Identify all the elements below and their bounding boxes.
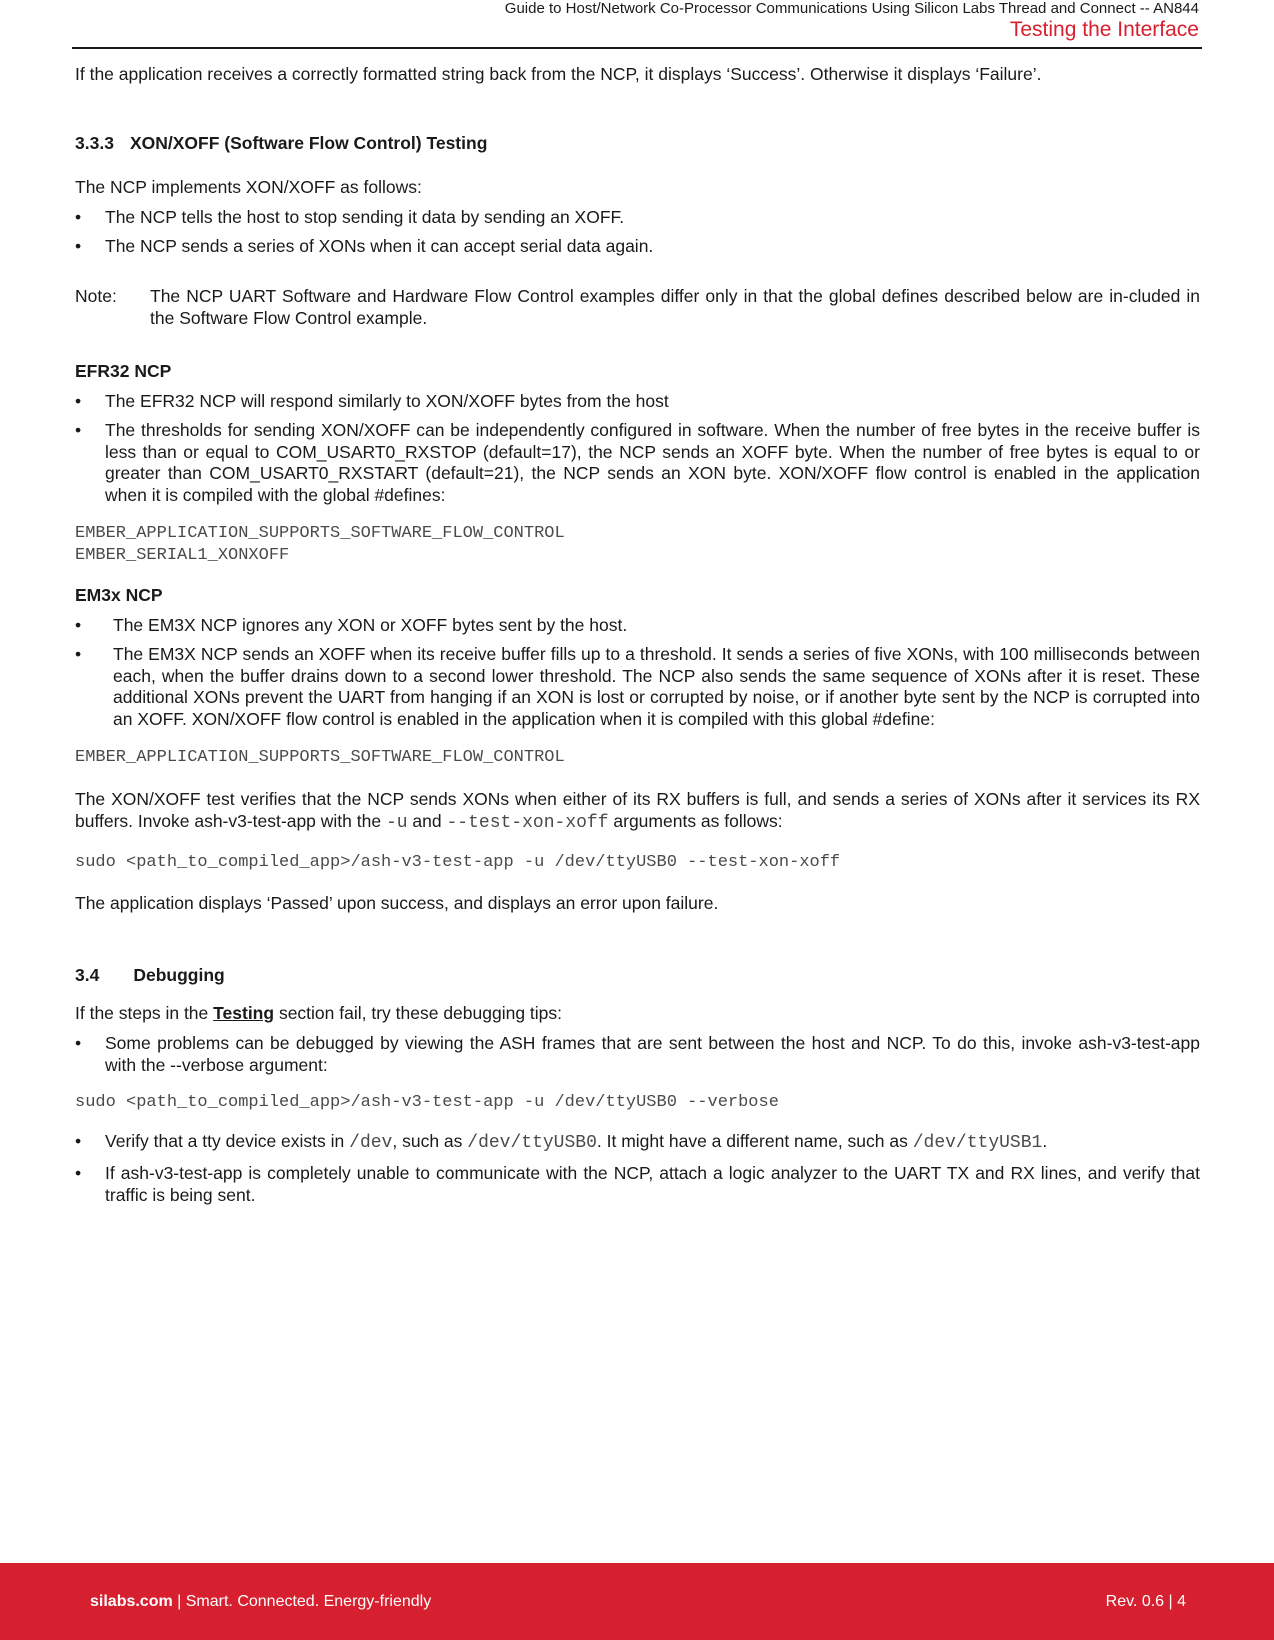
em3x-heading: EM3x NCP	[75, 585, 163, 605]
footer-brand	[90, 1593, 431, 1611]
command-line: sudo <path_to_compiled_app>/ash-v3-test-app -u /dev/ttyUSB0 --verbose	[75, 1093, 779, 1112]
section-3-3-3-lead: The NCP implements XON/XOFF as follows:	[75, 177, 422, 197]
intro-paragraph: If the application receives a correctly formatted string back from the NCP, it displays ‘Success’. Otherwise it displays ‘Failure’.	[75, 64, 1042, 84]
arg-test-xon-xoff: --test-xon-xoff	[446, 813, 609, 833]
bullet-icon: •	[75, 1033, 82, 1053]
page-footer	[0, 1563, 1274, 1640]
bullet-icon: •	[75, 644, 82, 664]
note-label: Note:	[75, 286, 117, 306]
section-3-3-3-heading	[75, 132, 1200, 154]
section-number: 3.3.3	[75, 133, 114, 153]
bullet-icon: •	[75, 1163, 82, 1183]
footer-tagline: | Smart. Connected. Energy-friendly	[172, 1593, 432, 1610]
section-3-4-heading	[75, 964, 1200, 986]
section-title-text: XON/XOFF (Software Flow Control) Testing	[129, 133, 488, 153]
document-title: Guide to Host/Network Co-Processor Communications Using Silicon Labs Thread and Connect -- AN844	[504, 0, 1199, 17]
xon-test-paragraph: The XON/XOFF test verifies that the NCP sends XONs when either of its RX buffers is full, and sends a series of XONs after it services its RX buffers. Invoke ash-v3-test-app with the -u and --test-xon-xoff arguments as follows:	[75, 789, 1200, 833]
arg-u: -u	[385, 813, 408, 833]
bullet-icon: •	[75, 207, 82, 227]
bullet-icon: •	[75, 1131, 82, 1151]
note-text: The NCP UART Software and Hardware Flow Control examples differ only in that the global defines described below are in-cluded in the Software Flow Control example.	[150, 286, 1200, 328]
section-title: Testing the Interface	[1009, 18, 1199, 41]
code-define: EMBER_APPLICATION_SUPPORTS_SOFTWARE_FLOW_CONTROL	[75, 748, 565, 767]
section-title-text: Debugging	[133, 965, 225, 985]
xon-test-result: The application displays ‘Passed’ upon success, and displays an error upon failure.	[75, 893, 719, 913]
footer-revision: Rev. 0.6 | 4	[1105, 1593, 1186, 1610]
bullet-icon: •	[75, 236, 82, 256]
bullet-icon: •	[75, 391, 82, 411]
footer-site-link[interactable]: silabs.com	[90, 1593, 173, 1610]
efr32-heading: EFR32 NCP	[75, 361, 172, 381]
code-define: EMBER_SERIAL1_XONXOFF	[75, 546, 290, 565]
bullet-icon: •	[75, 615, 82, 635]
header-divider	[72, 47, 1202, 49]
section-number: 3.4	[75, 965, 100, 985]
command-line: sudo <path_to_compiled_app>/ash-v3-test-app -u /dev/ttyUSB0 --test-xon-xoff	[75, 853, 841, 872]
code-define: EMBER_APPLICATION_SUPPORTS_SOFTWARE_FLOW_CONTROL	[75, 524, 565, 543]
testing-link[interactable]: Testing	[213, 1003, 275, 1023]
section-3-4-lead: If the steps in the Testing section fail, try these debugging tips:	[75, 1003, 563, 1023]
bullet-icon: •	[75, 420, 82, 440]
